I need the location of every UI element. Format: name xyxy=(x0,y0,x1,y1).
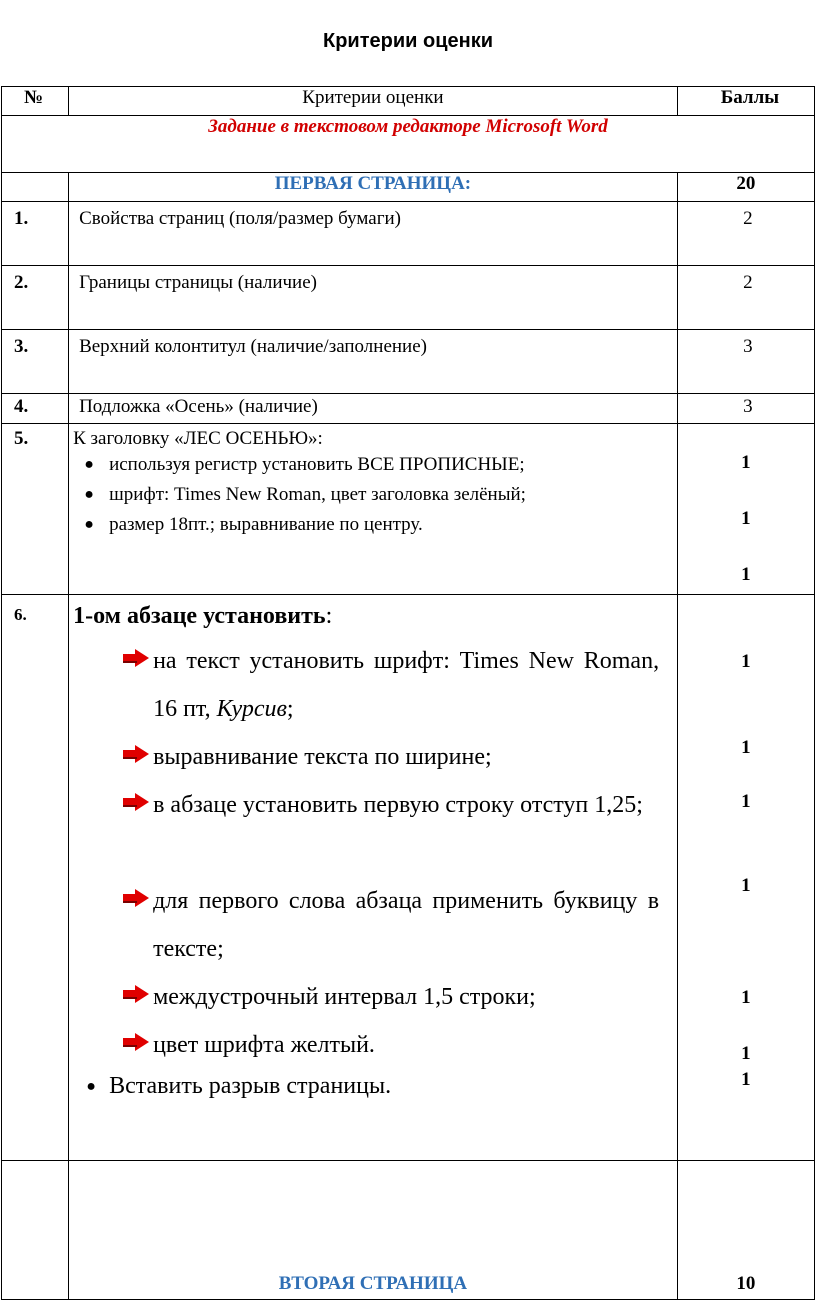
row6-intro-bold: 1-ом абзаце установить xyxy=(73,603,326,629)
row-points: 3 xyxy=(677,330,814,394)
section1-title: ПЕРВАЯ СТРАНИЦА: xyxy=(69,173,678,202)
list-item-text: для первого слова абзаца применить буквицу в тексте; xyxy=(153,888,660,962)
bullet-dot-icon: ● xyxy=(86,1077,96,1095)
row-points: 2 xyxy=(677,266,814,330)
list-item xyxy=(153,637,659,733)
list-item-text: Вставить разрыв страницы. xyxy=(109,1073,392,1099)
header-num: № xyxy=(2,87,69,116)
table-row xyxy=(2,202,815,266)
red-arrow-icon xyxy=(123,985,149,1003)
section2-empty-cell xyxy=(2,1161,69,1300)
task-title-row xyxy=(2,116,815,173)
point-value: 1 xyxy=(741,508,751,529)
header-points: Баллы xyxy=(677,87,814,116)
red-arrow-icon xyxy=(123,889,149,907)
row-text: Подложка «Осень» (наличие) xyxy=(69,394,678,424)
list-item xyxy=(153,1021,659,1069)
header-criteria: Критерии оценки xyxy=(69,87,678,116)
row-text: Свойства страниц (поля/размер бумаги) xyxy=(69,202,678,266)
list-item xyxy=(73,1073,391,1100)
bullet-dot-icon: ● xyxy=(84,486,94,503)
row-number: 6. xyxy=(2,595,69,1161)
table-row-6 xyxy=(2,595,815,1161)
row-number: 5. xyxy=(2,424,69,595)
red-arrow-icon xyxy=(123,793,149,811)
table-header-row xyxy=(2,87,815,116)
list-item-text: шрифт: Times New Roman, цвет заголовка зелёный; xyxy=(109,484,526,505)
list-item-text: цвет шрифта желтый. xyxy=(153,1032,375,1058)
list-item xyxy=(69,510,677,540)
bullet-dot-icon: ● xyxy=(84,516,94,533)
list-item xyxy=(153,973,659,1021)
point-value: 1 xyxy=(741,1043,751,1064)
row6-content xyxy=(69,595,678,1161)
row-number: 3. xyxy=(2,330,69,394)
section2-row xyxy=(2,1161,815,1300)
table-row xyxy=(2,330,815,394)
list-item xyxy=(153,781,659,829)
list-item-tail: ; xyxy=(286,696,294,722)
list-item xyxy=(153,733,659,781)
red-arrow-icon xyxy=(123,649,149,667)
table-row xyxy=(2,394,815,424)
point-value: 1 xyxy=(741,987,751,1008)
red-arrow-icon xyxy=(123,745,149,763)
row-number: 4. xyxy=(2,394,69,424)
row-text: Границы страницы (наличие) xyxy=(69,266,678,330)
row6-intro xyxy=(73,603,332,630)
task-title: Задание в текстовом редакторе Microsoft Word xyxy=(2,116,815,173)
list-item-text: выравнивание текста по ширине; xyxy=(153,744,492,770)
row-number: 1. xyxy=(2,202,69,266)
row5-points xyxy=(677,424,814,595)
bullet-dot-icon: ● xyxy=(84,456,94,473)
point-value: 1 xyxy=(741,452,751,473)
list-item-text: используя регистр установить ВСЕ ПРОПИСНЫЕ; xyxy=(109,454,525,475)
row5-content xyxy=(69,424,678,595)
table-row xyxy=(2,266,815,330)
row-text: Верхний колонтитул (наличие/заполнение) xyxy=(69,330,678,394)
point-value: 1 xyxy=(741,875,751,896)
section2-title: ВТОРАЯ СТРАНИЦА xyxy=(69,1161,678,1300)
section1-row xyxy=(2,173,815,202)
list-item xyxy=(69,450,677,480)
row-points: 2 xyxy=(677,202,814,266)
section1-points: 20 xyxy=(677,173,814,202)
point-value: 1 xyxy=(741,564,751,585)
list-item-italic: Курсив xyxy=(216,696,287,722)
list-item-text: междустрочный интервал 1,5 строки; xyxy=(153,984,536,1010)
row5-intro: К заголовку «ЛЕС ОСЕНЬЮ»: xyxy=(73,428,323,449)
list-item xyxy=(69,480,677,510)
list-item-text: в абзаце установить первую строку отступ 1,25; xyxy=(153,792,643,818)
point-value: 1 xyxy=(741,791,751,812)
row6-intro-tail: : xyxy=(325,603,333,629)
list-item-text: на текст установить шрифт: Times New Roman, 16 пт, xyxy=(153,648,660,722)
criteria-table xyxy=(1,86,815,1300)
point-value: 1 xyxy=(741,651,751,672)
row-points: 3 xyxy=(677,394,814,424)
point-value: 1 xyxy=(741,737,751,758)
point-value: 1 xyxy=(741,1069,751,1090)
section1-empty-cell xyxy=(2,173,69,202)
document-title: Критерии оценки xyxy=(322,30,494,52)
row-number: 2. xyxy=(2,266,69,330)
section2-points: 10 xyxy=(677,1161,814,1300)
list-item-text: размер 18пт.; выравнивание по центру. xyxy=(109,514,423,535)
list-item xyxy=(153,877,659,973)
row6-points xyxy=(677,595,814,1161)
table-row-5 xyxy=(2,424,815,595)
red-arrow-icon xyxy=(123,1033,149,1051)
